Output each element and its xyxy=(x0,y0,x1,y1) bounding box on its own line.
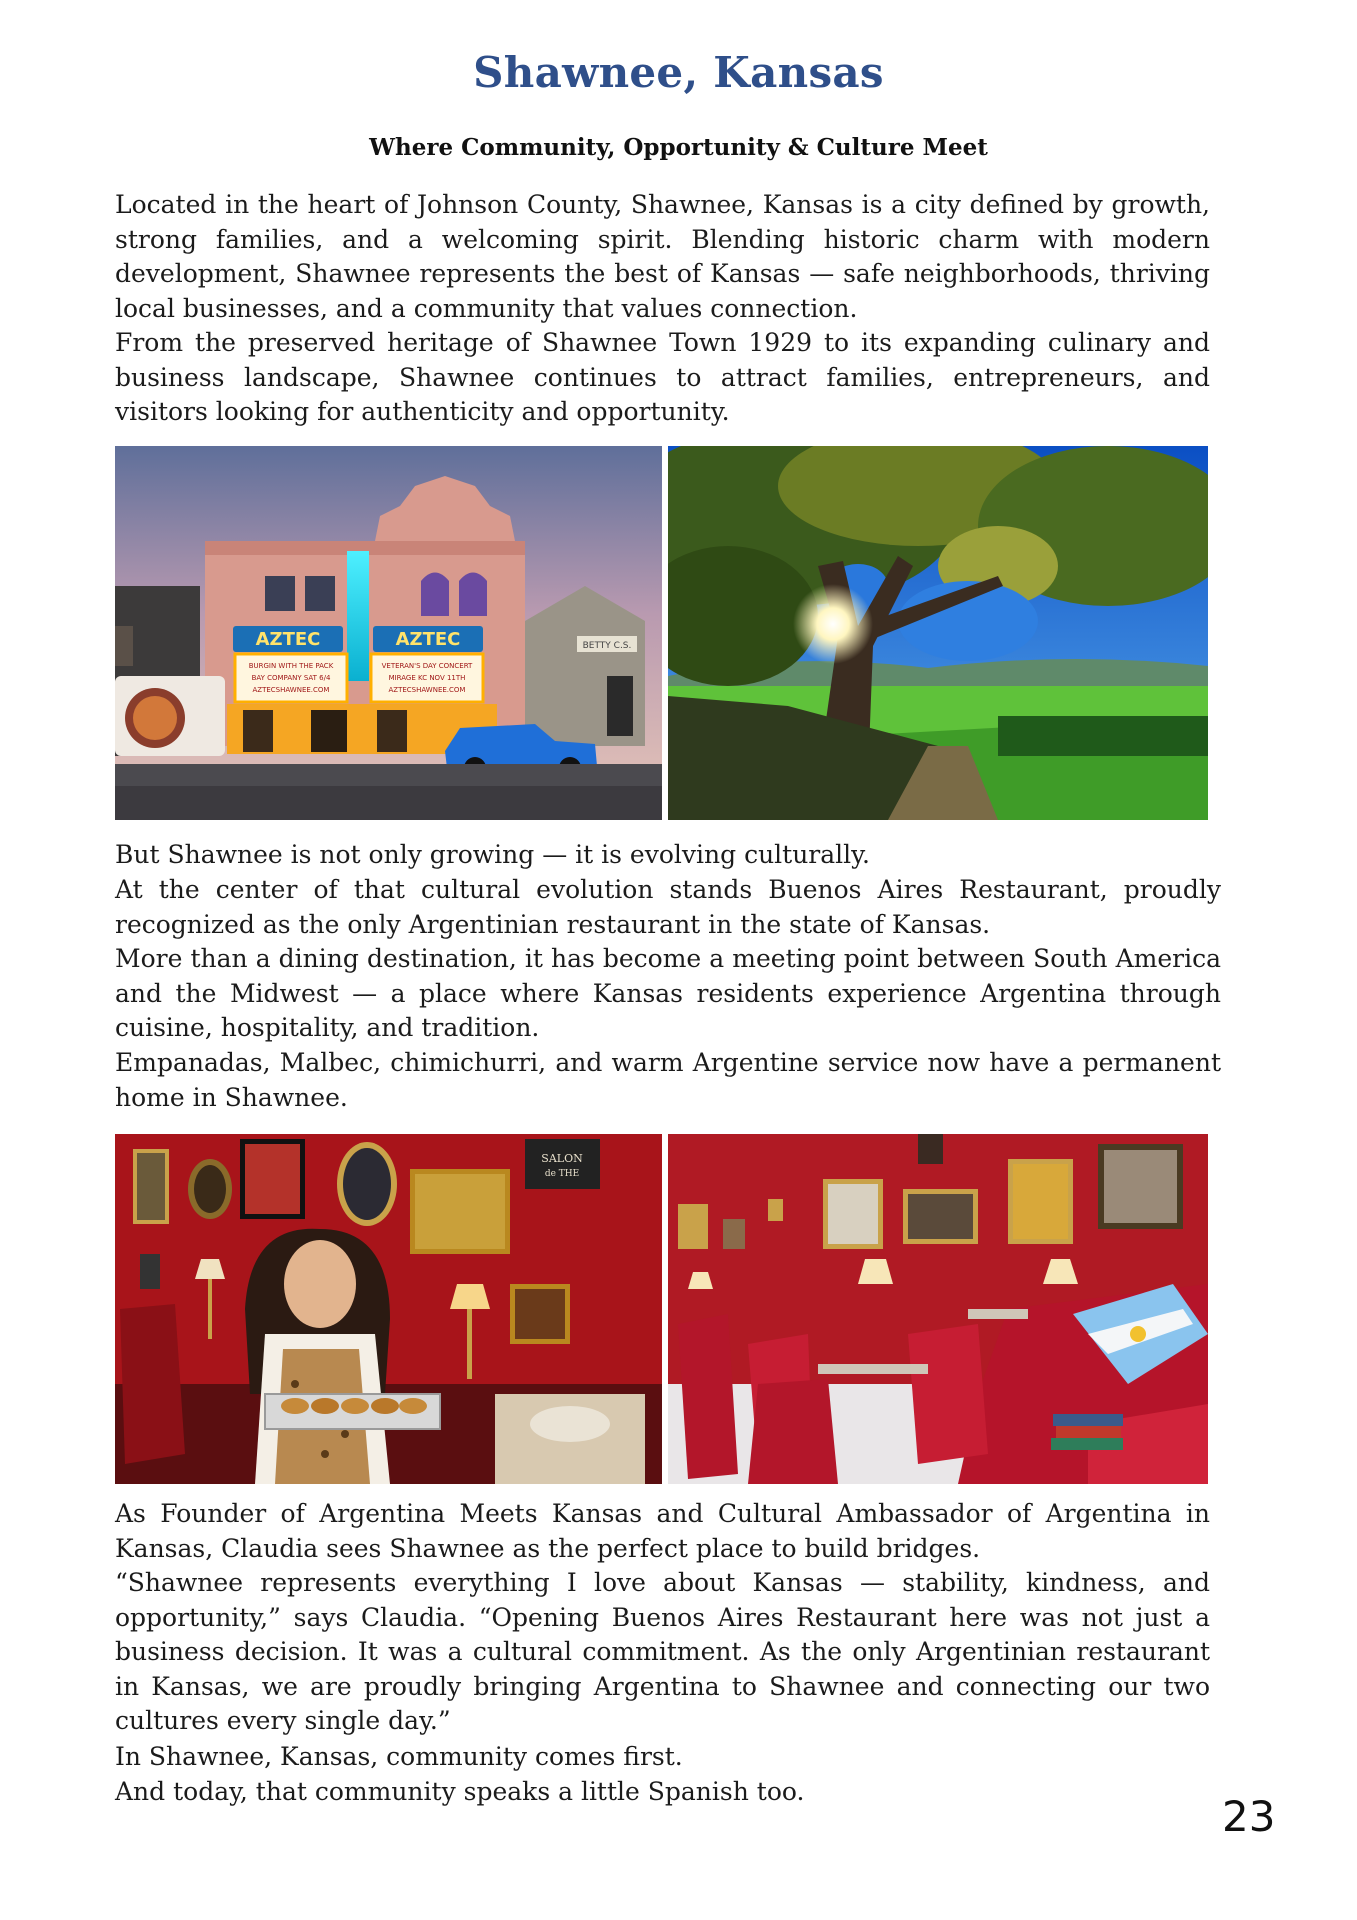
middle-paragraph-3: More than a dining destination, it has become a meeting point between South America and the Midwest — a place where Kansas residents experience Argentina through cuisine, hospitality, and tradition. xyxy=(115,944,1221,1043)
page-number: 23 xyxy=(1222,1792,1276,1841)
closing-paragraph-2: “Shawnee represents everything I love about Kansas — stability, kindness, and opportunity,” says Claudia. “Opening Buenos Aires Restaurant here was not just a business decision. It was a cultural commitment. As the only Argentinian restaurant in Kansas, we are proudly bringing Argentina to Shawnee and connecting our two cultures every single day.” xyxy=(115,1568,1210,1736)
closing-paragraph-1: As Founder of Argentina Meets Kansas and Cultural Ambassador of Argentina in Kansas, Claudia sees Shawnee as the perfect place to build bridges. xyxy=(115,1499,1210,1563)
marquee-left-line-2: BAY COMPANY SAT 6/4 xyxy=(251,674,331,682)
intro-paragraph-2: From the preserved heritage of Shawnee Town 1929 to its expanding culinary and business landscape, Shawnee continues to attract families, entrepreneurs, and visitors looking for authenticity and opportunity. xyxy=(115,328,1210,427)
neighbor-sign: BETTY C.S. xyxy=(582,641,632,651)
middle-paragraph-1: But Shawnee is not only growing — it is evolving culturally. xyxy=(115,840,870,869)
page-title: Shawnee, Kansas xyxy=(473,48,884,97)
aztec-theater-photo xyxy=(115,446,662,820)
aztec-sign-right: AZTEC xyxy=(395,629,461,650)
salon-sign-line-1: SALON xyxy=(541,1152,583,1165)
intro-paragraph-1: Located in the heart of Johnson County, Shawnee, Kansas is a city defined by growth, strong families, and a welcoming spirit. Blending historic charm with modern development, Shawnee represents the best of Kansas — safe neighborhoods, thriving local businesses, and a community that values connection. xyxy=(115,190,1210,323)
marquee-left-line-3: AZTECSHAWNEE.COM xyxy=(252,686,330,694)
restaurant-interior-photo xyxy=(668,1134,1208,1484)
marquee-right-line-1: VETERAN'S DAY CONCERT xyxy=(381,662,473,670)
middle-paragraph-4: Empanadas, Malbec, chimichurri, and warm Argentine service now have a permanent home in Shawnee. xyxy=(115,1048,1221,1112)
claudia-restaurant-photo xyxy=(115,1134,662,1484)
aztec-sign-left: AZTEC xyxy=(255,629,321,650)
marquee-left-line-1: BURGIN WITH THE PACK xyxy=(248,662,334,670)
page-subtitle: Where Community, Opportunity & Culture Meet xyxy=(369,134,988,161)
closing-paragraph-4: And today, that community speaks a little Spanish too. xyxy=(115,1777,805,1806)
middle-paragraph-2: At the center of that cultural evolution stands Buenos Aires Restaurant, proudly recognized as the only Argentinian restaurant in the state of Kansas. xyxy=(115,875,1221,939)
oak-tree-landscape-photo xyxy=(668,446,1208,820)
marquee-right-line-3: AZTECSHAWNEE.COM xyxy=(388,686,466,694)
salon-sign-line-2: de THE xyxy=(544,1169,580,1179)
marquee-right-line-2: MIRAGE KC NOV 11TH xyxy=(388,674,466,682)
closing-paragraph-3: In Shawnee, Kansas, community comes first. xyxy=(115,1742,683,1771)
